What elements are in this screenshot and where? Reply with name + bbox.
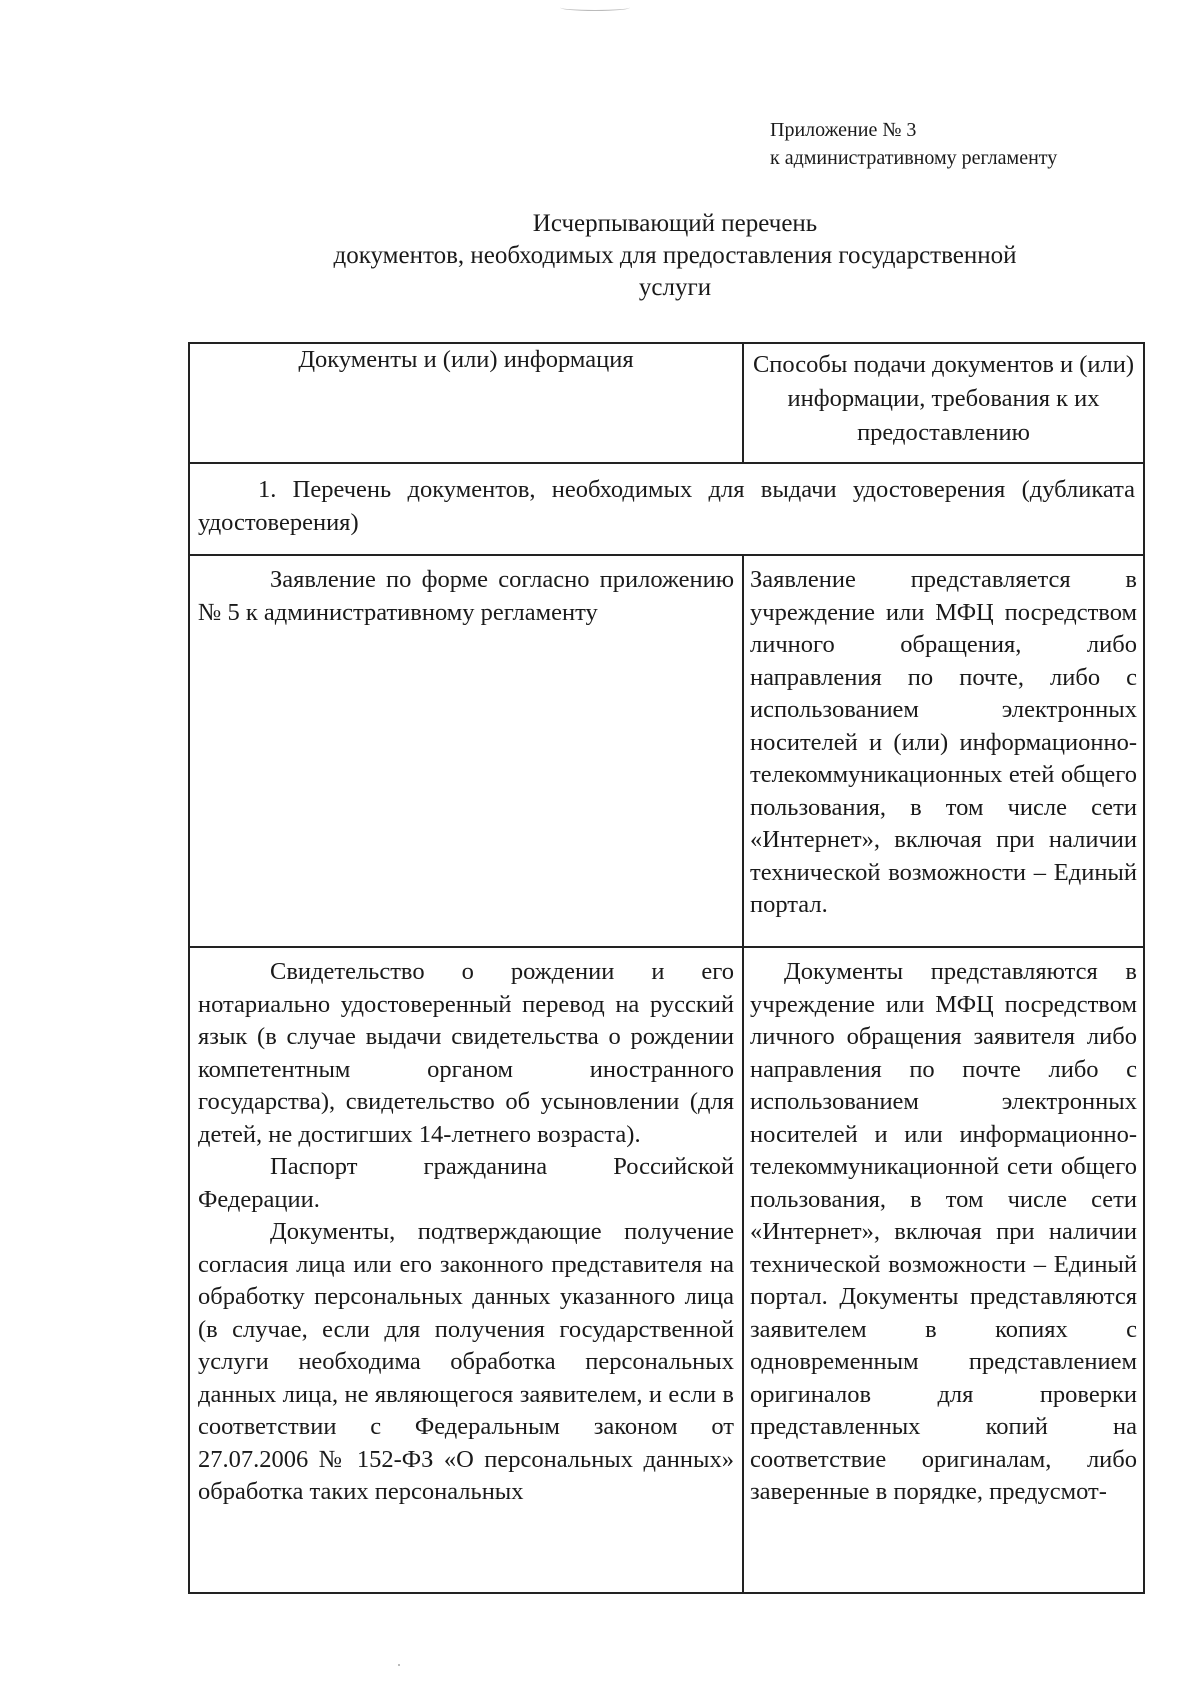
table-row (189, 555, 1144, 947)
row-2-paragraph-3: Документы, подтверждающие получение согласия лица или его законного представителя на обработку персональных данных указанного лица (в случае, если для получения государственной услуги необходима обработка персональных данных лица, не являющегося заявителем, и если в соответствии с Федеральным законом от 27.07.2006 № 152-ФЗ «О персональных данных» обработка таких персональных (198, 1218, 734, 1505)
scan-artifact (560, 4, 630, 11)
scan-artifact (398, 1664, 400, 1666)
appendix-line-2: к административному регламенту (770, 147, 1058, 169)
title-line-2: документов, необходимых для предоставления государственной (333, 242, 1017, 269)
header-documents: Документы и (или) информация (189, 343, 743, 463)
row-2-paragraph-2: Паспорт гражданина Российской Федерации. (198, 1153, 734, 1213)
header-methods: Способы подачи документов и (или) информации, требования к их предоставлению (743, 343, 1144, 463)
document-title (190, 208, 1160, 304)
row-2-documents (189, 947, 743, 1593)
row-1-methods: Заявление представляется в учреждение или МФЦ посредством личного обращения, либо направления по почте, либо с использованием электронных носителей и (или) информационно-телекоммуникационных етей общего пользования, в том числе сети «Интернет», включая при наличии технической возможности – Единый портал. (743, 555, 1144, 947)
appendix-note (770, 116, 1057, 172)
row-2-paragraph-1: Свидетельство о рождении и его нотариально удостоверенный перевод на русский язык (в случае выдачи свидетельства о рождении компетентным органом иностранного государства), свидетельство об усыновлении (для детей, не достигших 14-летнего возраста). (198, 958, 734, 1148)
documents-table (188, 342, 1145, 1594)
row-2-methods (743, 947, 1144, 1593)
table-header-row (189, 343, 1144, 463)
title-line-3: услуги (638, 274, 712, 301)
section-row (189, 463, 1144, 555)
row-1-paragraph-1: Заявление по форме согласно приложению № 5 к административному регламенту (198, 566, 734, 626)
row-2-methods-text: Документы представляются в учреждение или МФЦ посредством личного обращения заявителя либо направления по почте либо с использованием электронных носителей и или информационно-телекоммуникационной сети общего пользования, в том числе сети «Интернет», включая при наличии технической возможности – Единый портал. Документы представляются заявителем в копиях с одновременным представлением оригиналов для проверки представленных копий на соответствие оригиналам, либо заверенные в порядке, предусмот- (750, 958, 1137, 1505)
row-1-documents (189, 555, 743, 947)
title-line-1: Исчерпывающий перечень (532, 210, 818, 237)
appendix-line-1: Приложение № 3 (770, 119, 917, 141)
section-title: 1. Перечень документов, необходимых для выдачи удостоверения (дубликата удостоверения) (189, 463, 1144, 555)
table-row (189, 947, 1144, 1593)
